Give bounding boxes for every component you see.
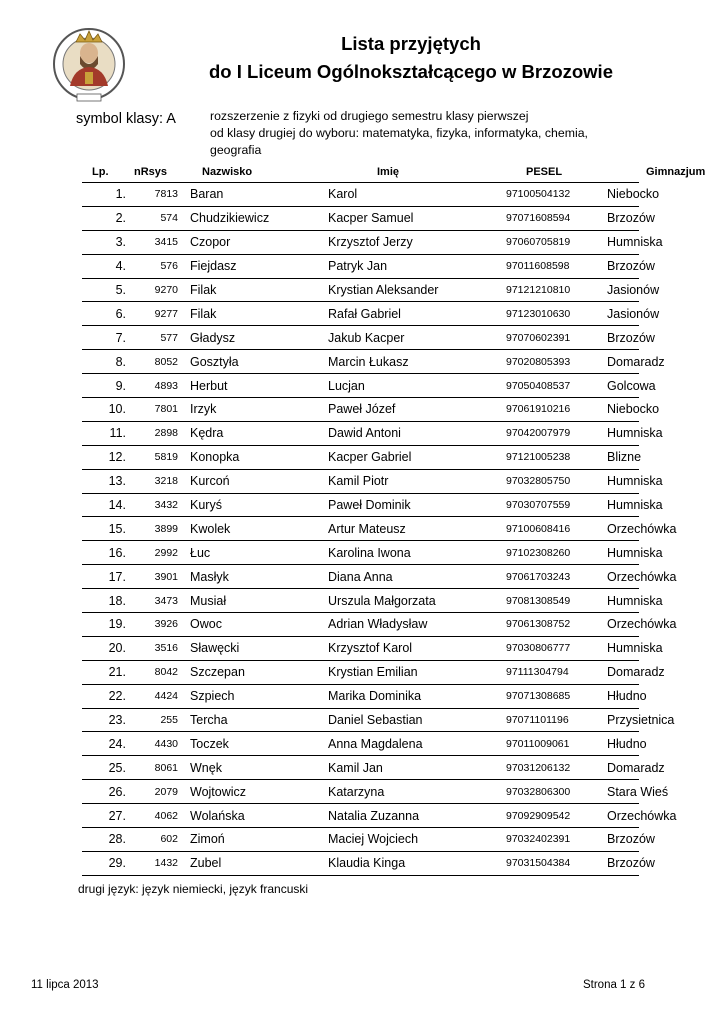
cell-nazwisko: Tercha	[182, 708, 319, 732]
cell-nrsys: 576	[130, 254, 182, 278]
table-row	[82, 613, 639, 637]
cell-lp: 5.	[82, 278, 130, 302]
cell-gimnazjum: Humniska	[604, 636, 639, 660]
table-row	[82, 326, 639, 350]
table-row	[82, 421, 639, 445]
cell-nrsys: 4424	[130, 684, 182, 708]
extension-note: rozszerzenie z fizyki od drugiego semestru klasy pierwszej od klasy drugiej do wyboru: matematyka, fizyka, informatyka, chemia, geografia	[210, 109, 588, 157]
cell-lp: 24.	[82, 732, 130, 756]
footer-page-number: Strona 1 z 6	[582, 979, 645, 991]
cell-lp: 13.	[82, 469, 130, 493]
cell-imie: Karol	[319, 183, 506, 207]
cell-gimnazjum: Orzechówka	[604, 517, 639, 541]
table-row	[82, 230, 639, 254]
cell-imie: Kacper Samuel	[319, 206, 506, 230]
cell-gimnazjum: Orzechówka	[604, 613, 639, 637]
cell-gimnazjum: Stara Wieś	[604, 780, 639, 804]
cell-lp: 23.	[82, 708, 130, 732]
cell-lp: 29.	[82, 851, 130, 875]
cell-pesel: 97071308685	[506, 684, 604, 708]
cell-nazwisko: Kędra	[182, 421, 319, 445]
header-nrsys: nRsys	[130, 161, 182, 183]
cell-gimnazjum: Brzozów	[604, 326, 639, 350]
cell-nrsys: 9270	[130, 278, 182, 302]
cell-pesel: 97061910216	[506, 398, 604, 422]
cell-nazwisko: Wnęk	[182, 756, 319, 780]
cell-nrsys: 3473	[130, 589, 182, 613]
table-row	[82, 254, 639, 278]
cell-nazwisko: Baran	[182, 183, 319, 207]
cell-nrsys: 3432	[130, 493, 182, 517]
cell-imie: Natalia Zuzanna	[319, 804, 506, 828]
cell-lp: 16.	[82, 541, 130, 565]
cell-pesel: 97102308260	[506, 541, 604, 565]
cell-gimnazjum: Jasionów	[604, 302, 639, 326]
cell-lp: 10.	[82, 398, 130, 422]
class-symbol-label: symbol klasy: A	[76, 111, 176, 127]
cell-nazwisko: Kurcoń	[182, 469, 319, 493]
cell-pesel: 97030806777	[506, 636, 604, 660]
cell-nazwisko: Masłyk	[182, 565, 319, 589]
cell-gimnazjum: Jasionów	[604, 278, 639, 302]
cell-lp: 4.	[82, 254, 130, 278]
cell-lp: 28.	[82, 828, 130, 852]
cell-lp: 15.	[82, 517, 130, 541]
cell-pesel: 97031504384	[506, 851, 604, 875]
cell-nazwisko: Łuc	[182, 541, 319, 565]
table-row	[82, 493, 639, 517]
cell-lp: 17.	[82, 565, 130, 589]
cell-imie: Artur Mateusz	[319, 517, 506, 541]
table-row	[82, 589, 639, 613]
school-crest-logo	[52, 20, 126, 108]
table-row	[82, 517, 639, 541]
cell-pesel: 97071608594	[506, 206, 604, 230]
table-row	[82, 206, 639, 230]
cell-nrsys: 3415	[130, 230, 182, 254]
second-language-note: drugi język: język niemiecki, język francuski	[78, 882, 309, 896]
cell-nrsys: 4062	[130, 804, 182, 828]
cell-nazwisko: Szczepan	[182, 660, 319, 684]
cell-gimnazjum: Humniska	[604, 421, 639, 445]
cell-imie: Kamil Jan	[319, 756, 506, 780]
cell-nrsys: 3926	[130, 613, 182, 637]
cell-nazwisko: Gosztyła	[182, 350, 319, 374]
cell-nrsys: 255	[130, 708, 182, 732]
cell-pesel: 97081308549	[506, 589, 604, 613]
cell-gimnazjum: Blizne	[604, 445, 639, 469]
cell-pesel: 97042007979	[506, 421, 604, 445]
cell-nazwisko: Szpiech	[182, 684, 319, 708]
cell-nazwisko: Gładysz	[182, 326, 319, 350]
cell-pesel: 97061703243	[506, 565, 604, 589]
table-header-row	[82, 161, 639, 183]
table-row	[82, 374, 639, 398]
cell-imie: Daniel Sebastian	[319, 708, 506, 732]
cell-nazwisko: Zimoń	[182, 828, 319, 852]
cell-pesel: 97121210810	[506, 278, 604, 302]
table-row	[82, 183, 639, 207]
cell-gimnazjum: Niebocko	[604, 183, 639, 207]
cell-lp: 19.	[82, 613, 130, 637]
cell-lp: 20.	[82, 636, 130, 660]
cell-nazwisko: Czopor	[182, 230, 319, 254]
cell-nrsys: 4893	[130, 374, 182, 398]
cell-gimnazjum: Humniska	[604, 493, 639, 517]
cell-nrsys: 3516	[130, 636, 182, 660]
cell-gimnazjum: Brzozów	[604, 851, 639, 875]
cell-nrsys: 3901	[130, 565, 182, 589]
cell-nazwisko: Kuryś	[182, 493, 319, 517]
table-row	[82, 350, 639, 374]
cell-pesel: 97111304794	[506, 660, 604, 684]
cell-lp: 7.	[82, 326, 130, 350]
header-pesel: PESEL	[506, 161, 604, 183]
cell-gimnazjum: Humniska	[604, 230, 639, 254]
cell-imie: Marika Dominika	[319, 684, 506, 708]
cell-nrsys: 7801	[130, 398, 182, 422]
cell-nrsys: 7813	[130, 183, 182, 207]
table-row	[82, 708, 639, 732]
admission-table	[82, 161, 706, 876]
cell-nrsys: 577	[130, 326, 182, 350]
cell-pesel: 97071101196	[506, 708, 604, 732]
cell-gimnazjum: Brzozów	[604, 828, 639, 852]
cell-pesel: 97011009061	[506, 732, 604, 756]
cell-pesel: 97061308752	[506, 613, 604, 637]
cell-imie: Jakub Kacper	[319, 326, 506, 350]
page-title-line-1: Lista przyjętych	[341, 33, 481, 54]
cell-lp: 2.	[82, 206, 130, 230]
cell-lp: 21.	[82, 660, 130, 684]
cell-gimnazjum: Domaradz	[604, 350, 639, 374]
cell-nazwisko: Sławęcki	[182, 636, 319, 660]
cell-gimnazjum: Orzechówka	[604, 565, 639, 589]
cell-nrsys: 2992	[130, 541, 182, 565]
cell-pesel: 97020805393	[506, 350, 604, 374]
header-nazwisko: Nazwisko	[182, 161, 319, 183]
cell-pesel: 97031206132	[506, 756, 604, 780]
cell-gimnazjum: Domaradz	[604, 756, 639, 780]
cell-nrsys: 9277	[130, 302, 182, 326]
cell-pesel: 97100504132	[506, 183, 604, 207]
cell-nrsys: 602	[130, 828, 182, 852]
cell-pesel: 97050408537	[506, 374, 604, 398]
table-row	[82, 851, 639, 875]
cell-gimnazjum: Golcowa	[604, 374, 639, 398]
cell-nazwisko: Kwolek	[182, 517, 319, 541]
cell-imie: Anna Magdalena	[319, 732, 506, 756]
cell-pesel: 97032806300	[506, 780, 604, 804]
cell-imie: Krzysztof Jerzy	[319, 230, 506, 254]
cell-gimnazjum: Niebocko	[604, 398, 639, 422]
cell-gimnazjum: Humniska	[604, 589, 639, 613]
cell-pesel: 97011608598	[506, 254, 604, 278]
table-row	[82, 302, 639, 326]
cell-nrsys: 2898	[130, 421, 182, 445]
cell-pesel: 97092909542	[506, 804, 604, 828]
cell-nrsys: 8052	[130, 350, 182, 374]
header-imie: Imię	[319, 161, 506, 183]
cell-imie: Katarzyna	[319, 780, 506, 804]
cell-nazwisko: Fiejdasz	[182, 254, 319, 278]
header-gimnazjum: Gimnazjum	[604, 161, 639, 183]
table-row	[82, 278, 639, 302]
cell-nazwisko: Zubel	[182, 851, 319, 875]
cell-imie: Krystian Emilian	[319, 660, 506, 684]
cell-pesel: 97032805750	[506, 469, 604, 493]
table-row	[82, 469, 639, 493]
table-row	[82, 398, 639, 422]
cell-imie: Kacper Gabriel	[319, 445, 506, 469]
cell-pesel: 97100608416	[506, 517, 604, 541]
table-row	[82, 541, 639, 565]
cell-imie: Karolina Iwona	[319, 541, 506, 565]
cell-gimnazjum: Orzechówka	[604, 804, 639, 828]
cell-imie: Urszula Małgorzata	[319, 589, 506, 613]
cell-gimnazjum: Humniska	[604, 541, 639, 565]
cell-nazwisko: Konopka	[182, 445, 319, 469]
cell-lp: 6.	[82, 302, 130, 326]
cell-imie: Patryk Jan	[319, 254, 506, 278]
cell-nrsys: 8042	[130, 660, 182, 684]
page-title-line-2: do I Liceum Ogólnokształcącego w Brzozowie	[209, 61, 613, 82]
footer-date: 11 lipca 2013	[31, 979, 99, 991]
cell-nazwisko: Filak	[182, 278, 319, 302]
cell-gimnazjum: Humniska	[604, 469, 639, 493]
table-row	[82, 684, 639, 708]
cell-lp: 9.	[82, 374, 130, 398]
table-row	[82, 780, 639, 804]
table-row	[82, 660, 639, 684]
cell-nrsys: 2079	[130, 780, 182, 804]
cell-imie: Krystian Aleksander	[319, 278, 506, 302]
cell-nazwisko: Toczek	[182, 732, 319, 756]
cell-lp: 25.	[82, 756, 130, 780]
cell-pesel: 97060705819	[506, 230, 604, 254]
table-row	[82, 445, 639, 469]
cell-gimnazjum: Brzozów	[604, 206, 639, 230]
cell-nazwisko: Wojtowicz	[182, 780, 319, 804]
cell-lp: 11.	[82, 421, 130, 445]
cell-nrsys: 8061	[130, 756, 182, 780]
cell-lp: 22.	[82, 684, 130, 708]
cell-imie: Lucjan	[319, 374, 506, 398]
cell-gimnazjum: Przysietnica	[604, 708, 639, 732]
table-row	[82, 828, 639, 852]
cell-pesel: 97032402391	[506, 828, 604, 852]
cell-gimnazjum: Hłudno	[604, 684, 639, 708]
table-row	[82, 804, 639, 828]
cell-nazwisko: Chudzikiewicz	[182, 206, 319, 230]
cell-imie: Paweł Dominik	[319, 493, 506, 517]
cell-nrsys: 1432	[130, 851, 182, 875]
cell-imie: Maciej Wojciech	[319, 828, 506, 852]
cell-imie: Dawid Antoni	[319, 421, 506, 445]
cell-nrsys: 3899	[130, 517, 182, 541]
cell-gimnazjum: Domaradz	[604, 660, 639, 684]
cell-lp: 8.	[82, 350, 130, 374]
cell-nazwisko: Herbut	[182, 374, 319, 398]
cell-imie: Rafał Gabriel	[319, 302, 506, 326]
cell-gimnazjum: Brzozów	[604, 254, 639, 278]
cell-nazwisko: Irzyk	[182, 398, 319, 422]
cell-imie: Marcin Łukasz	[319, 350, 506, 374]
cell-lp: 18.	[82, 589, 130, 613]
cell-lp: 26.	[82, 780, 130, 804]
cell-lp: 1.	[82, 183, 130, 207]
table-row	[82, 565, 639, 589]
cell-pesel: 97121005238	[506, 445, 604, 469]
cell-nrsys: 3218	[130, 469, 182, 493]
cell-lp: 12.	[82, 445, 130, 469]
cell-nazwisko: Wolańska	[182, 804, 319, 828]
cell-gimnazjum: Hłudno	[604, 732, 639, 756]
table-row	[82, 732, 639, 756]
cell-nazwisko: Musiał	[182, 589, 319, 613]
cell-nrsys: 4430	[130, 732, 182, 756]
header-lp: Lp.	[82, 161, 130, 183]
cell-imie: Klaudia Kinga	[319, 851, 506, 875]
cell-lp: 27.	[82, 804, 130, 828]
cell-pesel: 97030707559	[506, 493, 604, 517]
cell-nrsys: 574	[130, 206, 182, 230]
cell-nazwisko: Owoc	[182, 613, 319, 637]
cell-imie: Krzysztof Karol	[319, 636, 506, 660]
cell-imie: Paweł Józef	[319, 398, 506, 422]
cell-imie: Diana Anna	[319, 565, 506, 589]
cell-imie: Adrian Władysław	[319, 613, 506, 637]
cell-pesel: 97123010630	[506, 302, 604, 326]
table-row	[82, 636, 639, 660]
cell-lp: 14.	[82, 493, 130, 517]
cell-nazwisko: Filak	[182, 302, 319, 326]
cell-nrsys: 5819	[130, 445, 182, 469]
cell-imie: Kamil Piotr	[319, 469, 506, 493]
cell-pesel: 97070602391	[506, 326, 604, 350]
cell-lp: 3.	[82, 230, 130, 254]
table-row	[82, 756, 639, 780]
